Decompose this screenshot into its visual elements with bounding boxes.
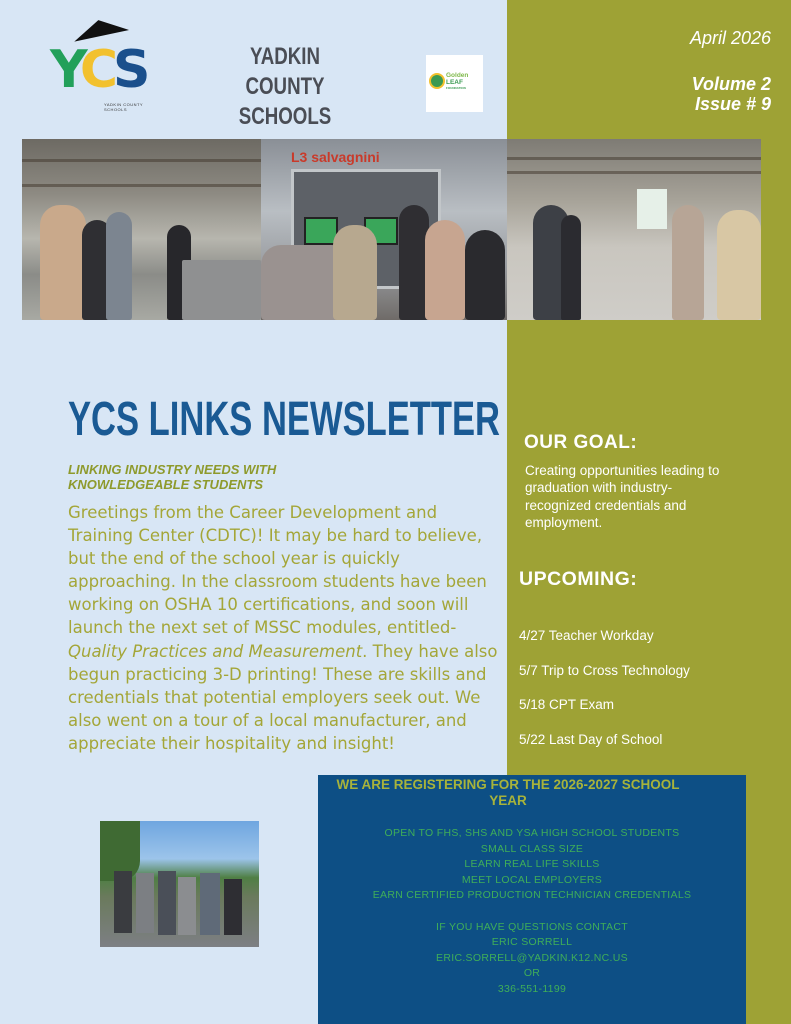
group-member-figure (178, 877, 196, 935)
goal-heading: OUR GOAL: (524, 432, 638, 453)
group-member-figure (136, 873, 154, 933)
event-item: 5/18 CPT Exam (519, 697, 615, 713)
issue-date: April 2026 (689, 28, 771, 48)
ycs-logo (50, 20, 150, 112)
registration-line: LEARN REAL LIFE SKILLS (464, 858, 600, 871)
factory-tour-photo-2 (261, 139, 507, 320)
registration-box (318, 775, 746, 1024)
event-item: 5/22 Last Day of School (519, 732, 663, 748)
registration-line: SMALL CLASS SIZE (480, 842, 584, 855)
logo-letter-s: S (112, 40, 145, 100)
equipment (182, 260, 261, 320)
ceiling-beam (507, 157, 761, 160)
contact-phone[interactable]: 336-551-1199 (497, 982, 567, 995)
warehouse-aisle (637, 189, 667, 229)
newsletter-body (68, 501, 500, 755)
body-text-part-2: . They have also begun practicing 3-D printing! These are skills and credentials that potential employers seek out. We also went on a tour of a local manufacturer, and appreciate their hospitality and insight! (68, 641, 498, 753)
logo-letters (50, 40, 144, 100)
registration-title: WE ARE REGISTERING FOR THE 2026-2027 SCHOOL YEAR (336, 777, 680, 808)
golden-leaf-logo (426, 55, 483, 112)
logo-letter-c: C (79, 40, 113, 100)
student-figure (717, 210, 761, 320)
newsletter-subheading: LINKING INDUSTRY NEEDS WITH KNOWLEDGEABLE STUDENTS (68, 462, 277, 492)
registration-details (318, 826, 746, 998)
factory-tour-photo-1 (22, 139, 261, 320)
partner-line-3: FOUNDATION (446, 86, 466, 90)
student-figure (465, 230, 505, 320)
partner-line-2: LEAF (446, 79, 463, 86)
partner-logo-text (446, 72, 468, 90)
newsletter-title: YCS LINKS NEWSLETTER (68, 393, 501, 446)
ceiling-beam (22, 159, 261, 162)
group-member-figure (200, 873, 220, 935)
ceiling-beam (507, 171, 761, 174)
volume-issue (507, 74, 771, 114)
student-figure (106, 212, 132, 320)
group-member-figure (114, 871, 132, 933)
district-name: YADKIN COUNTY SCHOOLS (238, 43, 332, 130)
student-figure (672, 205, 704, 320)
registration-spacer (318, 904, 746, 920)
contact-email[interactable]: ERIC.SORRELL@YADKIN.K12.NC.US (436, 951, 628, 964)
logo-subtext: YADKIN COUNTY SCHOOLS (104, 102, 144, 112)
issue-number: Issue # 9 (694, 94, 771, 114)
upcoming-events-list (519, 628, 779, 767)
group-member-figure (158, 871, 176, 935)
registration-line: EARN CERTIFIED PRODUCTION TECHNICIAN CREDENTIALS (372, 889, 692, 902)
logo-letter-y: Y (50, 40, 80, 100)
group-photo (100, 821, 259, 947)
upcoming-heading: UPCOMING: (519, 568, 638, 590)
student-figure (425, 220, 465, 320)
volume-number: Volume 2 (691, 74, 771, 94)
group-member-figure (224, 879, 242, 935)
registration-line: IF YOU HAVE QUESTIONS CONTACT (436, 920, 628, 933)
body-text-part-1: Greetings from the Career Development and Training Center (CDTC)! It may be hard to believe, but the end of the school year is quickly approaching. In the classroom students have been working on OSHA 10 certifications, and soon will launch the next set of MSSC modules, entitled- (68, 503, 487, 638)
leaf-icon (429, 73, 445, 89)
registration-line: MEET LOCAL EMPLOYERS (461, 873, 603, 886)
event-item: 5/7 Trip to Cross Technology (519, 662, 690, 678)
student-figure (333, 225, 377, 320)
student-figure (561, 215, 581, 320)
event-item: 4/27 Teacher Workday (519, 628, 654, 643)
contact-name: ERIC SORRELL (491, 936, 573, 949)
student-figure (40, 205, 86, 320)
body-emphasis: Quality Practices and Measurement (68, 641, 363, 661)
goal-text: Creating opportunities leading to graduation with industry-recognized credentials and employment. (525, 463, 720, 530)
ceiling-beam (22, 184, 261, 187)
factory-tour-photo-3 (507, 139, 761, 320)
registration-line: OR (523, 967, 541, 980)
registration-line: OPEN TO FHS, SHS AND YSA HIGH SCHOOL STUDENTS (384, 827, 680, 839)
partner-line-1: Golden (446, 72, 469, 79)
machine-label: L3 salvagnini (291, 149, 380, 165)
